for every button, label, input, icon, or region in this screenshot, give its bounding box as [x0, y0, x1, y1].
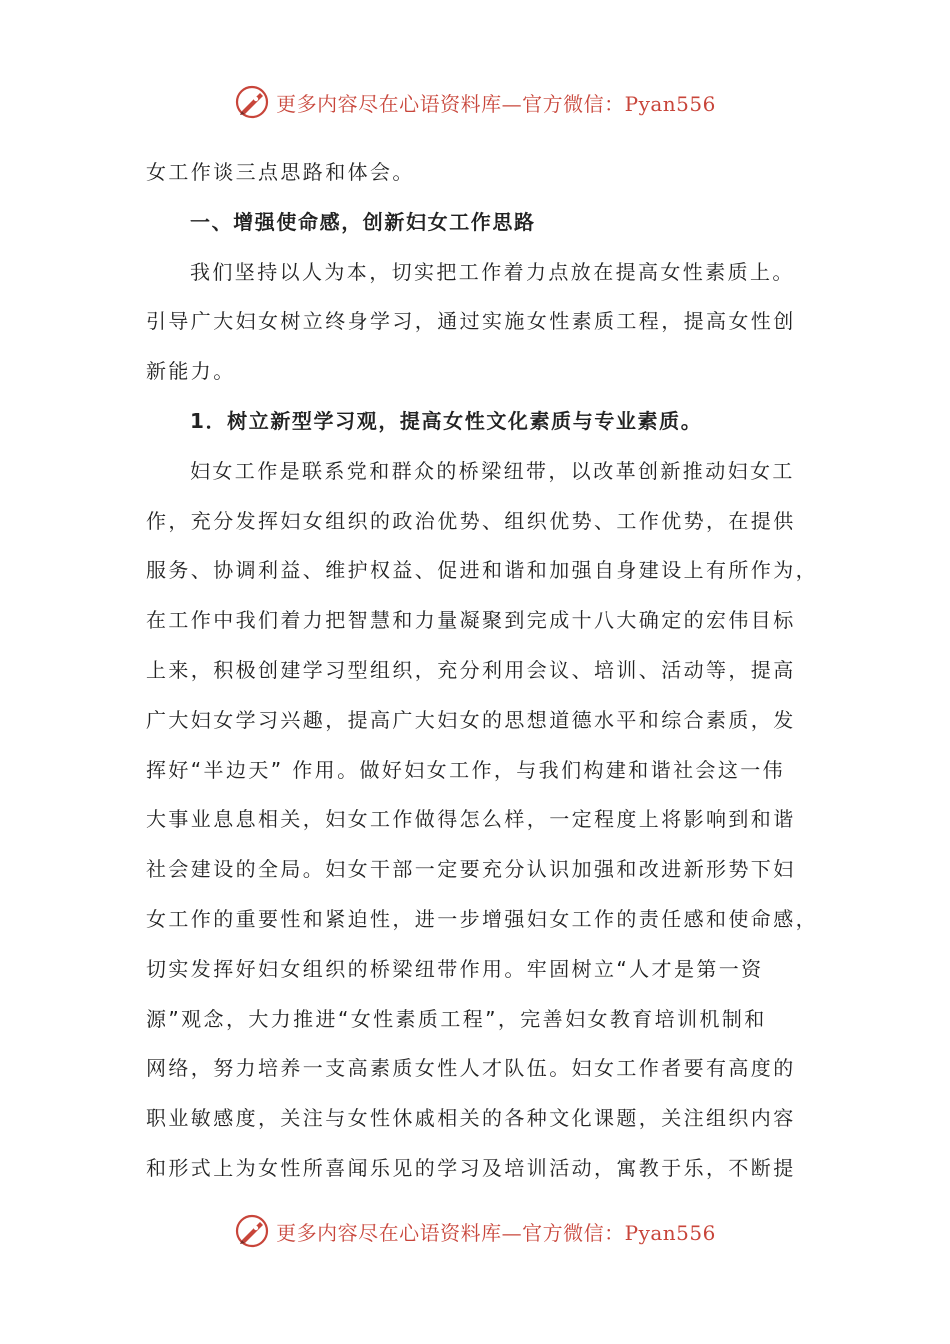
pen-logo-icon [234, 84, 270, 120]
header-banner-text: 更多内容尽在心语资料库—官方微信：Pyan556 [276, 91, 716, 116]
body-line: 女工作谈三点思路和体会。 [146, 160, 415, 184]
body-line: 引导广大妇女树立终身学习，通过实施女性素质工程，提高女性创 [146, 309, 796, 334]
body-line: 职业敏感度，关注与女性休戚相关的各种文化课题，关注组织内容 [146, 1106, 796, 1131]
body-line: 挥好“半边天” 作用。做好妇女工作，与我们构建和谐社会这一伟 [146, 757, 786, 782]
header-banner [0, 80, 950, 124]
body-line: 作，充分发挥妇女组织的政治优势、组织优势、工作优势，在提供 [146, 508, 796, 533]
body-line: 在工作中我们着力把智慧和力量凝聚到完成十八大确定的宏伟目标 [146, 608, 796, 633]
pen-logo-icon [234, 1213, 270, 1249]
footer-banner [0, 1209, 950, 1253]
subsection-heading: 1．树立新型学习观，提高女性文化素质与专业素质。 [190, 408, 703, 433]
body-line: 妇女工作是联系党和群众的桥梁纽带，以改革创新推动妇女工 [190, 458, 795, 483]
body-line: 和形式上为女性所喜闻乐见的学习及培训活动，寓教于乐，不断提 [146, 1155, 796, 1180]
body-line: 切实发挥好妇女组织的桥梁纽带作用。牢固树立“人才是第一资 [146, 956, 764, 981]
footer-banner-text: 更多内容尽在心语资料库—官方微信：Pyan556 [276, 1220, 716, 1245]
body-line: 服务、协调利益、维护权益、促进和谐和加强自身建设上有所作为， [146, 558, 818, 583]
document-body [146, 148, 818, 1194]
body-line: 大事业息息相关，妇女工作做得怎么样，一定程度上将影响到和谐 [146, 807, 796, 832]
section-heading: 一、增强使命感，创新妇女工作思路 [190, 209, 536, 234]
body-line: 我们坚持以人为本，切实把工作着力点放在提高女性素质上。 [190, 259, 795, 284]
body-line: 广大妇女学习兴趣，提高广大妇女的思想道德水平和综合素质，发 [146, 707, 796, 732]
body-line: 源”观念，大力推进“女性素质工程”，完善妇女教育培训机制和 [146, 1006, 767, 1031]
body-line: 女工作的重要性和紧迫性，进一步增强妇女工作的责任感和使命感， [146, 906, 818, 931]
body-line: 新能力。 [146, 359, 236, 384]
body-line: 上来，积极创建学习型组织，充分利用会议、培训、活动等，提高 [146, 657, 796, 682]
body-line: 网络，努力培养一支高素质女性人才队伍。妇女工作者要有高度的 [146, 1056, 796, 1081]
body-line: 社会建设的全局。妇女干部一定要充分认识加强和改进新形势下妇 [146, 857, 796, 882]
